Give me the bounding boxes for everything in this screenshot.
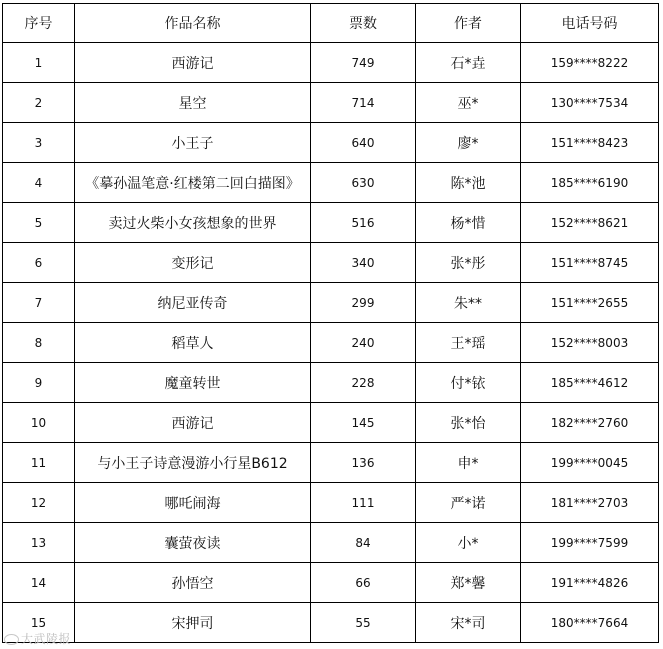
cell-phone: 152****8621 (521, 203, 659, 243)
cell-author: 石*垚 (416, 43, 521, 83)
cell-phone: 191****4826 (521, 563, 659, 603)
cell-title: 小王子 (75, 123, 311, 163)
cell-title: 卖过火柴小女孩想象的世界 (75, 203, 311, 243)
cell-index: 3 (3, 123, 75, 163)
cell-votes: 66 (311, 563, 416, 603)
cell-phone: 182****2760 (521, 403, 659, 443)
cell-title: 哪吒闹海 (75, 483, 311, 523)
cell-title: 西游记 (75, 43, 311, 83)
cell-title: 星空 (75, 83, 311, 123)
cell-phone: 159****8222 (521, 43, 659, 83)
header-votes: 票数 (311, 4, 416, 43)
table-row (3, 203, 659, 243)
cell-index: 9 (3, 363, 75, 403)
cell-author: 申* (416, 443, 521, 483)
cell-author: 宋*司 (416, 603, 521, 643)
cell-index: 13 (3, 523, 75, 563)
header-row (3, 4, 659, 43)
header-index: 序号 (3, 4, 75, 43)
table-row (3, 563, 659, 603)
table-row (3, 43, 659, 83)
cell-author: 小* (416, 523, 521, 563)
table-row (3, 163, 659, 203)
table-row (3, 283, 659, 323)
cell-phone: 185****4612 (521, 363, 659, 403)
cell-title: 稻草人 (75, 323, 311, 363)
cell-votes: 145 (311, 403, 416, 443)
cell-author: 陈*池 (416, 163, 521, 203)
cell-votes: 228 (311, 363, 416, 403)
cell-votes: 714 (311, 83, 416, 123)
cell-index: 12 (3, 483, 75, 523)
table-row (3, 443, 659, 483)
cell-author: 严*诺 (416, 483, 521, 523)
cell-votes: 84 (311, 523, 416, 563)
cell-votes: 516 (311, 203, 416, 243)
cell-title: 《摹孙温笔意·红楼第二回白描图》 (75, 163, 311, 203)
cell-author: 张*怡 (416, 403, 521, 443)
header-phone: 电话号码 (521, 4, 659, 43)
cell-votes: 640 (311, 123, 416, 163)
cell-author: 朱** (416, 283, 521, 323)
cell-phone: 151****8745 (521, 243, 659, 283)
cell-votes: 136 (311, 443, 416, 483)
cell-votes: 111 (311, 483, 416, 523)
cell-phone: 130****7534 (521, 83, 659, 123)
cell-title: 囊萤夜读 (75, 523, 311, 563)
logo-swirl-icon (4, 634, 19, 645)
cell-phone: 199****7599 (521, 523, 659, 563)
cell-votes: 749 (311, 43, 416, 83)
cell-index: 6 (3, 243, 75, 283)
cell-votes: 55 (311, 603, 416, 643)
votes-table (2, 3, 659, 643)
header-author: 作者 (416, 4, 521, 43)
cell-title: 宋押司 (75, 603, 311, 643)
cell-phone: 185****6190 (521, 163, 659, 203)
table-row (3, 603, 659, 643)
table-row (3, 363, 659, 403)
cell-phone: 180****7664 (521, 603, 659, 643)
cell-votes: 240 (311, 323, 416, 363)
cell-title: 孙悟空 (75, 563, 311, 603)
table-row (3, 403, 659, 443)
table-row (3, 483, 659, 523)
cell-title: 魔童转世 (75, 363, 311, 403)
cell-index: 4 (3, 163, 75, 203)
table-row (3, 243, 659, 283)
cell-title: 纳尼亚传奇 (75, 283, 311, 323)
cell-author: 付*铱 (416, 363, 521, 403)
table-row (3, 523, 659, 563)
cell-author: 王*瑶 (416, 323, 521, 363)
watermark-text: 大武陵报 (21, 632, 72, 646)
cell-votes: 299 (311, 283, 416, 323)
cell-index: 14 (3, 563, 75, 603)
cell-index: 1 (3, 43, 75, 83)
cell-author: 张*彤 (416, 243, 521, 283)
cell-author: 廖* (416, 123, 521, 163)
cell-index: 2 (3, 83, 75, 123)
cell-title: 西游记 (75, 403, 311, 443)
table-row (3, 83, 659, 123)
cell-index: 10 (3, 403, 75, 443)
table-row (3, 323, 659, 363)
cell-author: 杨*惜 (416, 203, 521, 243)
cell-phone: 151****8423 (521, 123, 659, 163)
cell-title: 与小王子诗意漫游小行星B612 (75, 443, 311, 483)
cell-votes: 340 (311, 243, 416, 283)
cell-index: 5 (3, 203, 75, 243)
cell-index: 8 (3, 323, 75, 363)
cell-phone: 199****0045 (521, 443, 659, 483)
watermark (4, 630, 71, 647)
table-row (3, 123, 659, 163)
cell-phone: 151****2655 (521, 283, 659, 323)
cell-author: 郑*馨 (416, 563, 521, 603)
cell-index: 7 (3, 283, 75, 323)
cell-index: 15 (3, 603, 75, 643)
cell-author: 巫* (416, 83, 521, 123)
cell-index: 11 (3, 443, 75, 483)
cell-votes: 630 (311, 163, 416, 203)
header-title: 作品名称 (75, 4, 311, 43)
cell-phone: 181****2703 (521, 483, 659, 523)
cell-phone: 152****8003 (521, 323, 659, 363)
cell-title: 变形记 (75, 243, 311, 283)
